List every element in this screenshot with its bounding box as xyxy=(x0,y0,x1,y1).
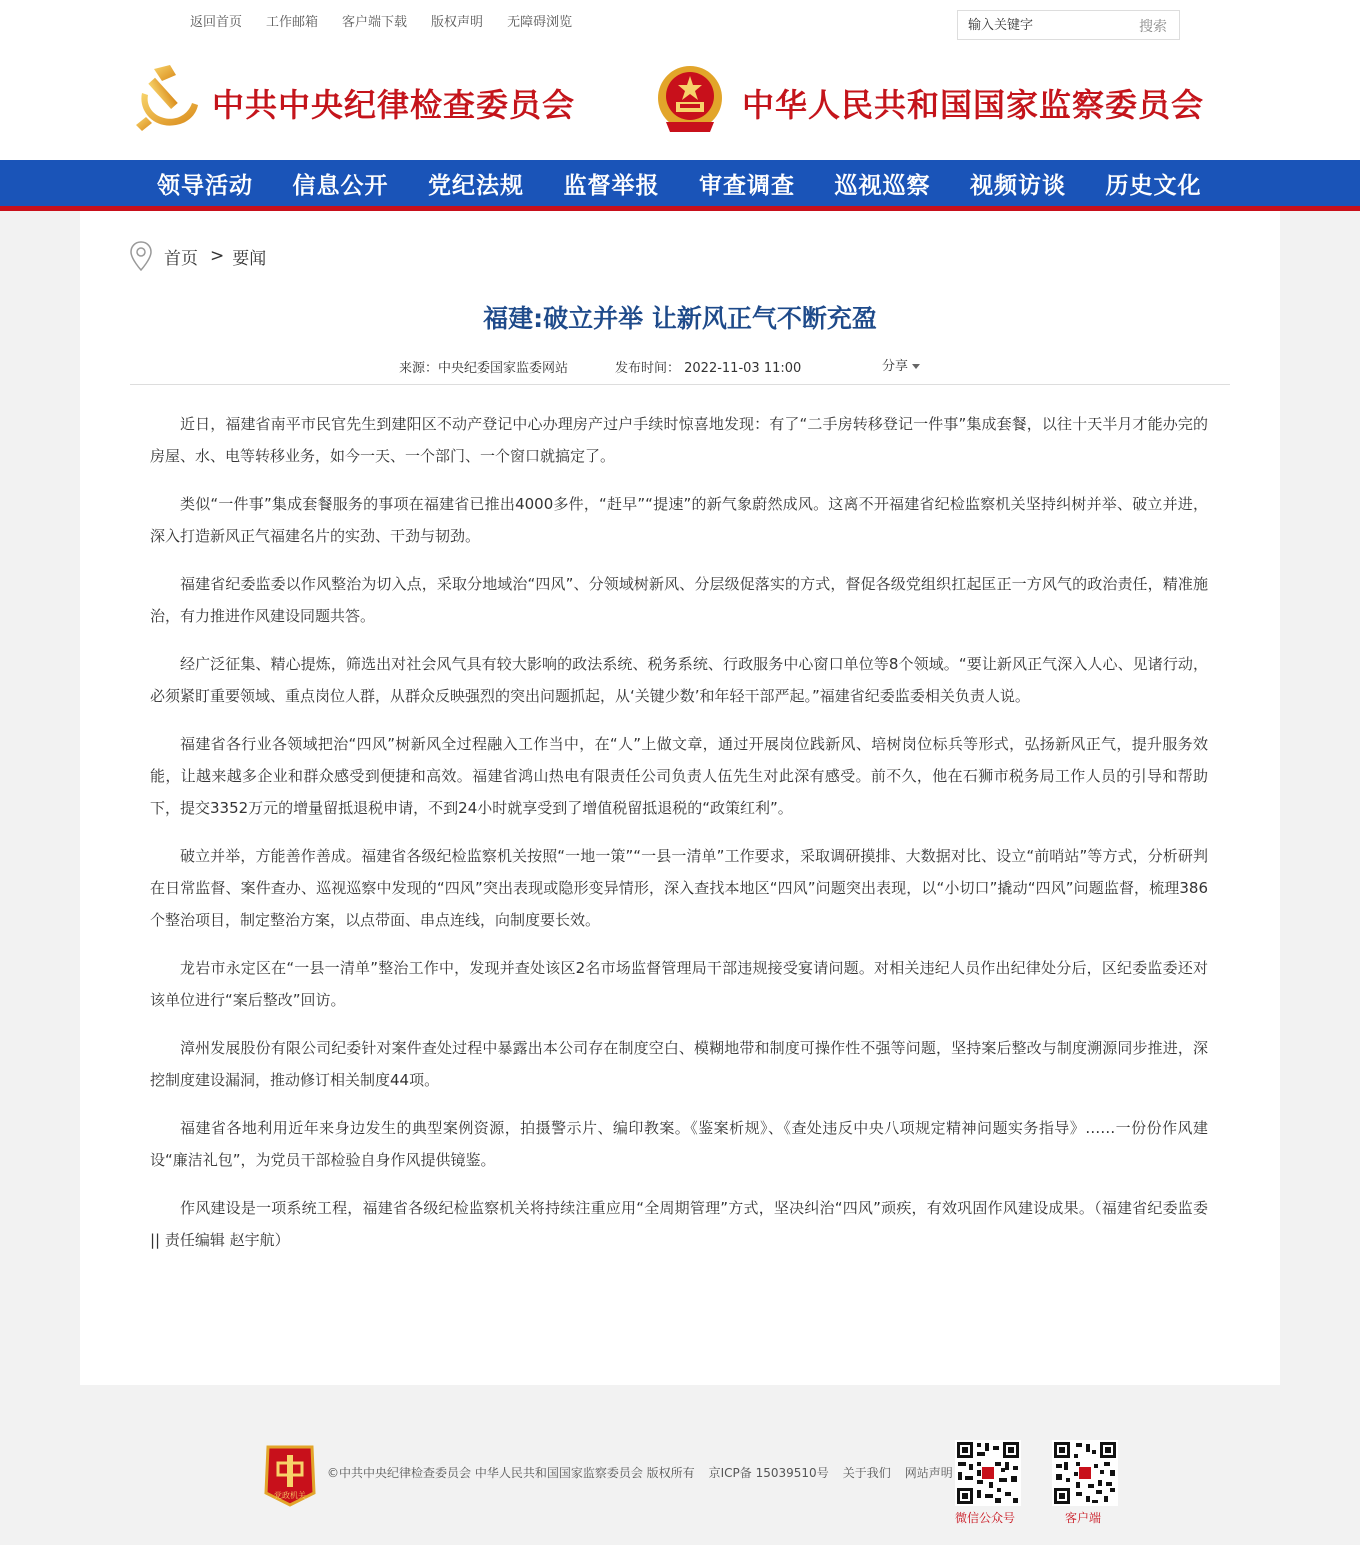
footer-info xyxy=(327,1464,953,1481)
nav-item-video[interactable]: 视频访谈 xyxy=(970,172,1066,199)
article-paragraph: 破立并举，方能善作善成。福建省各级纪检监察机关按照“一地一策”“一县一清单”工作要求，采取调研摸排、大数据对比、设立“前哨站”等方式，分析研判在日常监督、案件查办、巡视巡察中发现的“四风”突出表现或隐形变异情形，深入查找本地区“四风”问题突出表现，以“小切口”撬动“四风”问题监督，梳理386个整治项目，制定整治方案，以点带面、串点连线，向制度要长效。 xyxy=(150,847,1208,929)
article-source: 来源：中央纪委国家监委网站 xyxy=(399,361,569,376)
nav-item-investigation[interactable]: 审查调查 xyxy=(699,172,795,199)
top-link-copyright[interactable]: 版权声明 xyxy=(431,15,484,30)
divider xyxy=(130,384,1230,385)
main-nav xyxy=(0,160,1360,206)
top-link-accessibility[interactable]: 无障碍浏览 xyxy=(507,15,573,30)
article-paragraph: 近日，福建省南平市民官先生到建阳区不动产登记中心办理房产过户手续时惊喜地发现：有了“二手房转移登记一件事”集成套餐，以往十天半月才能办完的房屋、水、电等转移业务，如今一天、一个部门、一个窗口就搞定了。 xyxy=(150,415,1208,465)
article-paragraph: 类似“一件事”集成套餐服务的事项在福建省已推出4000多件，“赶早”“提速”的新气象蔚然成风。这离不开福建省纪检监察机关坚持纠树并举、破立并进，深入打造新风正气福建名片的实劲、干劲与韧劲。 xyxy=(150,495,1208,545)
footer-copyright: ©中共中央纪律检查委员会 中华人民共和国国家监察委员会 版权所有 xyxy=(327,1466,695,1480)
article-paragraph: 龙岩市永定区在“一县一清单”整治工作中，发现并查处该区2名市场监督管理局干部违规接受宴请问题。对相关违纪人员作出纪律处分后，区纪委监委还对该单位进行“案后整改”回访。 xyxy=(150,959,1208,1009)
nav-item-info[interactable]: 信息公开 xyxy=(292,172,389,199)
top-link-home[interactable]: 返回首页 xyxy=(190,15,243,30)
nav-item-report[interactable]: 监督举报 xyxy=(563,172,660,199)
nav-item-history[interactable]: 历史文化 xyxy=(1105,172,1202,199)
wechat-qr-code[interactable] xyxy=(955,1440,1021,1506)
article-paragraph: 经广泛征集、精心提炼，筛选出对社会风气具有较大影响的政法系统、税务系统、行政服务中心窗口单位等8个领域。“要让新风正气深入人心、见诸行动，必须紧盯重要领域、重点岗位人群，从群众反映强烈的突出问题抓起，从‘关键少数’和年轻干部严起。”福建省纪委监委相关负责人说。 xyxy=(150,655,1208,705)
org2-name: 中华人民共和国国家监察委员会 xyxy=(742,86,1205,124)
top-header xyxy=(0,0,1360,160)
breadcrumb-separator: > xyxy=(210,246,225,266)
article-paragraph: 福建省纪委监委以作风整治为切入点，采取分地域治“四风”、分领域树新风、分层级促落实的方式，督促各级党组织扛起匡正一方风气的政治责任，精准施治，有力推进作风建设同题共答。 xyxy=(150,575,1208,625)
breadcrumb-home[interactable]: 首页 xyxy=(164,248,198,269)
top-link-mail[interactable]: 工作邮箱 xyxy=(266,15,319,30)
article-paragraph: 作风建设是一项系统工程，福建省各级纪检监察机关将持续注重应用“全周期管理”方式，坚决纠治“四风”顽疾，有效巩固作风建设成果。（福建省纪委监委 || 责任编辑 赵宇航） xyxy=(150,1199,1208,1249)
national-emblem-icon xyxy=(656,64,724,136)
search-input[interactable] xyxy=(958,12,1118,38)
wechat-qr-label[interactable]: 微信公众号 xyxy=(955,1511,1016,1525)
caret-down-icon xyxy=(912,364,920,369)
article-title: 福建:破立并举 让新风正气不断充盈 xyxy=(483,304,877,333)
nav-item-regulations[interactable]: 党纪法规 xyxy=(428,172,524,199)
government-badge-icon[interactable] xyxy=(262,1443,318,1507)
footer-icp[interactable]: 京ICP备 15039510号 xyxy=(708,1466,829,1480)
article-paragraph: 福建省各行业各领域把治“四风”树新风全过程融入工作当中，在“人”上做文章，通过开展岗位践新风、培树岗位标兵等形式，弘扬新风正气，提升服务效能，让越来越多企业和群众感受到便捷和高效。福建省鸿山热电有限责任公司负责人伍先生对此深有感受。前不久，他在石狮市税务局工作人员的引导和帮助下，提交3352万元的增量留抵退税申请，不到24小时就享受到了增值税留抵退税的“政策红利”。 xyxy=(150,735,1208,817)
breadcrumb-current[interactable]: 要闻 xyxy=(232,248,267,269)
article-body xyxy=(150,408,1208,1272)
nav-item-leadership[interactable]: 领导活动 xyxy=(157,172,253,199)
nav-item-inspection[interactable]: 巡视巡察 xyxy=(834,172,931,199)
top-link-client-download[interactable]: 客户端下载 xyxy=(342,15,408,30)
top-links xyxy=(190,11,572,30)
party-emblem-icon xyxy=(132,63,200,133)
article-container xyxy=(80,211,1280,1385)
client-qr-label[interactable]: 客户端 xyxy=(1065,1511,1102,1525)
location-pin-icon xyxy=(130,241,152,271)
client-qr-code[interactable] xyxy=(1052,1440,1118,1506)
org1-name: 中共中央纪律检查委员会 xyxy=(212,86,576,124)
article-paragraph: 福建省各地利用近年来身边发生的典型案例资源，拍摄警示片、编印教案。《鉴案析规》、《查处违反中央八项规定精神问题实务指导》……一份份作风建设“廉洁礼包”，为党员干部检验自身作风提供镜鉴。 xyxy=(150,1119,1208,1169)
footer-statement[interactable]: 网站声明 xyxy=(904,1466,953,1480)
breadcrumb xyxy=(130,241,266,271)
share-label: 分享 xyxy=(882,359,909,374)
share-button[interactable] xyxy=(882,355,920,374)
search-box xyxy=(957,10,1180,40)
search-button[interactable]: 搜索 xyxy=(1139,19,1167,35)
article-paragraph: 漳州发展股份有限公司纪委针对案件查处过程中暴露出本公司存在制度空白、模糊地带和制度可操作性不强等问题，坚持案后整改与制度溯源同步推进，深挖制度建设漏洞，推动修订相关制度44项。 xyxy=(150,1039,1208,1089)
badge-text: 党政机关 xyxy=(274,1491,306,1500)
footer-about[interactable]: 关于我们 xyxy=(842,1466,891,1480)
article-publish-time: 发布时间： 2022-11-03 11:00 xyxy=(615,361,802,376)
